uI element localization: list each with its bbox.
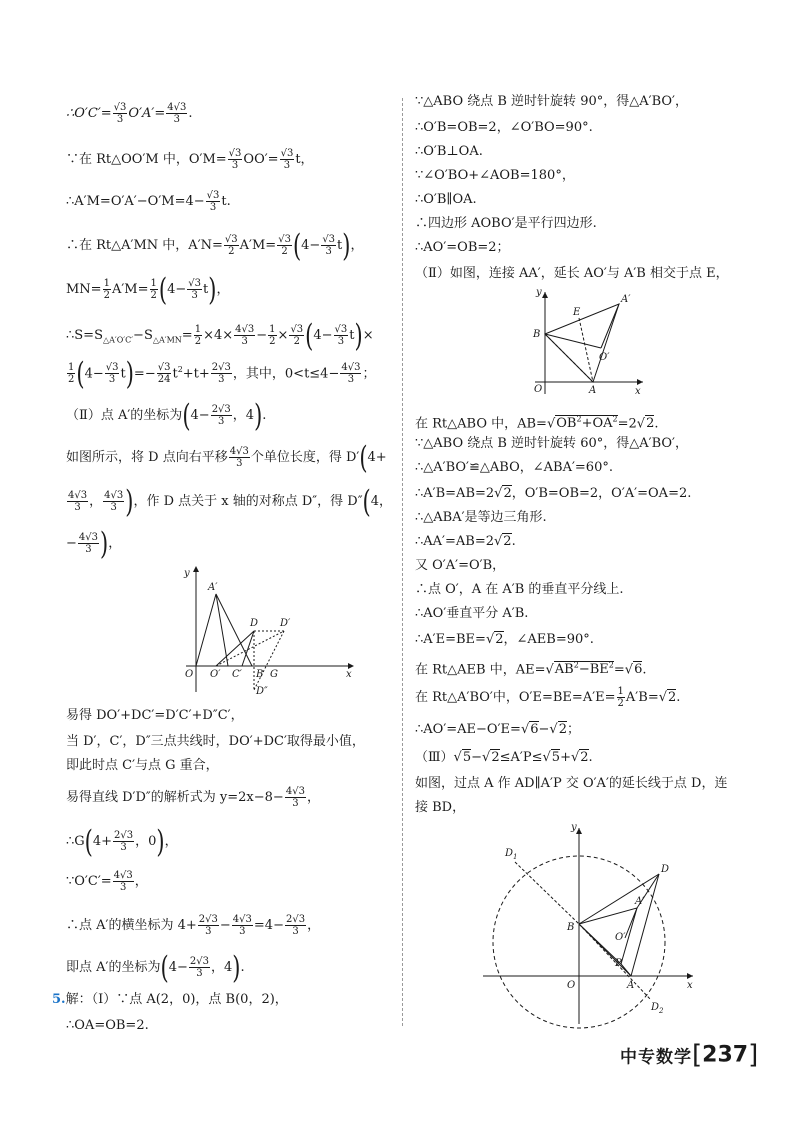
line-r9: 在 Rt△ABO 中，$AB=√OB^2+OA^2=2√2$.: [415, 415, 659, 432]
fig3-label-x: x: [687, 980, 693, 991]
line-am: ∴A′M=O′A′−O′M=4− $\frac{√3}{3}$ t.: [66, 190, 231, 213]
fig1-label-op: O′: [210, 669, 221, 680]
fig1-label-ap: A′: [208, 582, 218, 593]
fig2-label-b: B: [533, 329, 541, 340]
line-r17: ∴AO′垂直平分 A′B.: [415, 606, 529, 621]
line-do-dc: 易得 DO′+DC′=D′C′+D″C′，: [66, 708, 244, 723]
line-oc-value: ∵O′C′= $\frac{4√3}{3}$ ，: [66, 870, 148, 893]
line-r18: ∴A′E=BE=√2，∠AEB=90°.: [415, 632, 594, 647]
fig2-label-o: O: [534, 384, 543, 395]
line-r22: （Ⅲ）√5−√2≤A′P≤√5+√2.: [415, 750, 593, 765]
line-r10: ∵△ABO 绕点 B 逆时针旋转 60°，得△A′BO′，: [415, 436, 688, 451]
line-rt-oom: ∵在 Rt△OO′M 中，O′M= $\frac{√3}{3}$ OO′= $\frac{√3}{3}$ t，: [66, 148, 314, 171]
line-r24: 接 BD，: [415, 800, 466, 815]
fig1-label-d: D: [250, 618, 259, 629]
fig1-label-y: y: [184, 568, 190, 579]
line-r23: 如图，过点 A 作 AD∥A′P 交 O′A′的延长线于点 D，连: [415, 776, 728, 791]
line-r16: ∴点 O′，A 在 A′B 的垂直平分线上.: [415, 582, 624, 597]
line-problem-5: 5.解：（Ⅰ）∵点 A(2，0)，点 B(0，2)，: [52, 992, 288, 1007]
line-area-s: $\therefore S=S_{\triangle A'O'C'}-S_{\triangle A'MN}=$ $\frac{1}{2}$ ×4× $\frac{4√3}{3}$ − $\frac{1}{2}$ × $\frac{√3}{2}$ (4− $\frac{√3}{3}$ t)×: [66, 318, 374, 353]
line-final-coord: 即点 A′的坐标为(4− $\frac{2√3}{3}$ ，4).: [66, 950, 245, 985]
page-number: 237: [702, 1042, 749, 1068]
line-r1: ∵△ABO 绕点 B 逆时针旋转 90°，得△A′BO′，: [415, 94, 688, 109]
line-r4: ∵∠O′BO+∠AOB=180°，: [415, 168, 575, 183]
line-r3: ∴O′B⊥OA.: [415, 144, 483, 159]
fig3-label-y: y: [571, 822, 577, 833]
line-part2-coord: （Ⅱ）点 A′的坐标为(4− $\frac{2√3}{3}$ ，4).: [66, 398, 267, 433]
line-r13: ∴△ABA′是等边三角形.: [415, 510, 547, 525]
fig3-label-ap: A′: [635, 896, 645, 907]
fig1-label-b: B: [256, 669, 264, 680]
fig3-label-a: A: [627, 980, 635, 991]
page-footer: 中专数学[237]: [620, 1040, 759, 1070]
fig2-label-e: E: [573, 307, 581, 318]
fig2-label-op: O′: [599, 352, 610, 363]
line-r7: ∴AO′=OB=2；: [415, 240, 510, 255]
line-mn: MN= $\frac{1}{2}$ A′M= $\frac{1}{2}$ (4− $\frac{√3}{3}$ t)，: [66, 272, 230, 307]
line-r2: ∴O′B=OB=2，∠O′BO=90°.: [415, 120, 593, 135]
fig3-label-d: D: [661, 864, 670, 875]
line-reflect-d: $\frac{4√3}{3}$ ， $\frac{4√3}{3}$ )，作 D 点关于 x 轴的对称点 D″，得 D″(4，: [68, 484, 393, 519]
fig2-label-a: A: [589, 385, 597, 396]
line-r20: 在 Rt△A′BO′中，O′E=BE=A′E= $\frac{1}{2}$ A′B=√2.: [415, 686, 681, 709]
figure-2-rotation: [527, 288, 647, 398]
figure-3-circle: [475, 820, 705, 1030]
line-r19: 在 Rt△AEB 中，$AE=√AB^2-BE^2=√6$.: [415, 661, 647, 678]
fig3-label-d1: $D_1$: [505, 848, 518, 861]
fig2-label-ap: A′: [621, 294, 631, 305]
fig1-label-x: x: [346, 669, 352, 680]
fig1-label-dp: D′: [280, 618, 291, 629]
line-coincide: 即此时点 C′与点 G 重合，: [66, 758, 219, 773]
line-point-g: ∴G(4+ $\frac{2√3}{3}$ ，0)，: [66, 824, 178, 859]
line-r6: ∴四边形 AOBO′是平行四边形.: [415, 216, 597, 231]
line-abscissa: ∴点 A′的横坐标为 4+ $\frac{2√3}{3}$ − $\frac{4√3}{3}$ =4− $\frac{2√3}{3}$ ，: [66, 914, 321, 937]
line-reflect-d-cont: − $\frac{4√3}{3}$ )，: [66, 526, 122, 561]
fig1-label-c: C′: [232, 669, 242, 680]
line-translate-d: 如图所示，将 D 点向右平移 $\frac{4√3}{3}$ 个单位长度，得 D′(4+: [66, 440, 387, 475]
fig3-label-op: O′: [615, 932, 626, 943]
line-r12: ∴A′B=AB=2√2，O′B=OB=2，O′A′=OA=2.: [415, 486, 692, 501]
fig1-label-g: G: [270, 669, 278, 680]
line-r5: ∴O′B∥OA.: [415, 192, 477, 207]
line-oc-prime: ∴O′C′= $\frac{√3}{3}$ O′A′= $\frac{4√3}{3}$ .: [66, 102, 193, 125]
fig1-label-o: O: [185, 669, 194, 680]
fig3-label-d2: $D_2$: [651, 1002, 664, 1015]
line-collinear: 当 D′，C′，D″三点共线时，DO′+DC′取得最小值，: [66, 734, 365, 749]
line-r15: 又 O′A′=O′B，: [415, 558, 506, 573]
problem-number: 5.: [52, 992, 66, 1007]
fig3-label-b: B: [567, 922, 575, 933]
fig1-label-dpp: D″: [256, 686, 268, 696]
fig2-label-y: y: [536, 288, 542, 298]
column-divider: [402, 98, 403, 1026]
line-area-s-cont: $\frac{1}{2}$ (4− $\frac{√3}{3}$ t)=− $\frac{√3}{24}$ $t^2+t+$ $\frac{2√3}{3}$ ，其中，0<t≤4− $\frac{4√3}{3}$ ；: [68, 356, 376, 392]
line-r11: ∴△A′BO′≌△ABO，∠ABA′=60°.: [415, 460, 613, 475]
line-expression: 易得直线 D′D″的解析式为 y=2x−8− $\frac{4√3}{3}$ ，: [66, 786, 320, 809]
fig1-triangle-a: [196, 594, 228, 666]
fig3-label-p: P: [615, 958, 622, 969]
figure-1-reflection: [176, 564, 356, 696]
line-r8: （Ⅱ）如图，连接 AA′，延长 AO′与 A′B 相交于点 E，: [415, 266, 729, 281]
fig3-label-o: O: [567, 980, 576, 991]
fig2-label-x: x: [635, 386, 641, 397]
line-rt-amn: ∴在 Rt△A′MN 中，A′N= $\frac{√3}{2}$ A′M= $\frac{√3}{2}$ (4− $\frac{√3}{3}$ t)，: [66, 228, 364, 263]
line-r14: ∴AA′=AB=2√2.: [415, 534, 516, 549]
line-oa-ob: ∴OA=OB=2.: [66, 1018, 149, 1033]
book-title: 中专数学: [620, 1047, 692, 1068]
line-r21: ∴AO′=AE−O′E=√6−√2；: [415, 722, 581, 737]
